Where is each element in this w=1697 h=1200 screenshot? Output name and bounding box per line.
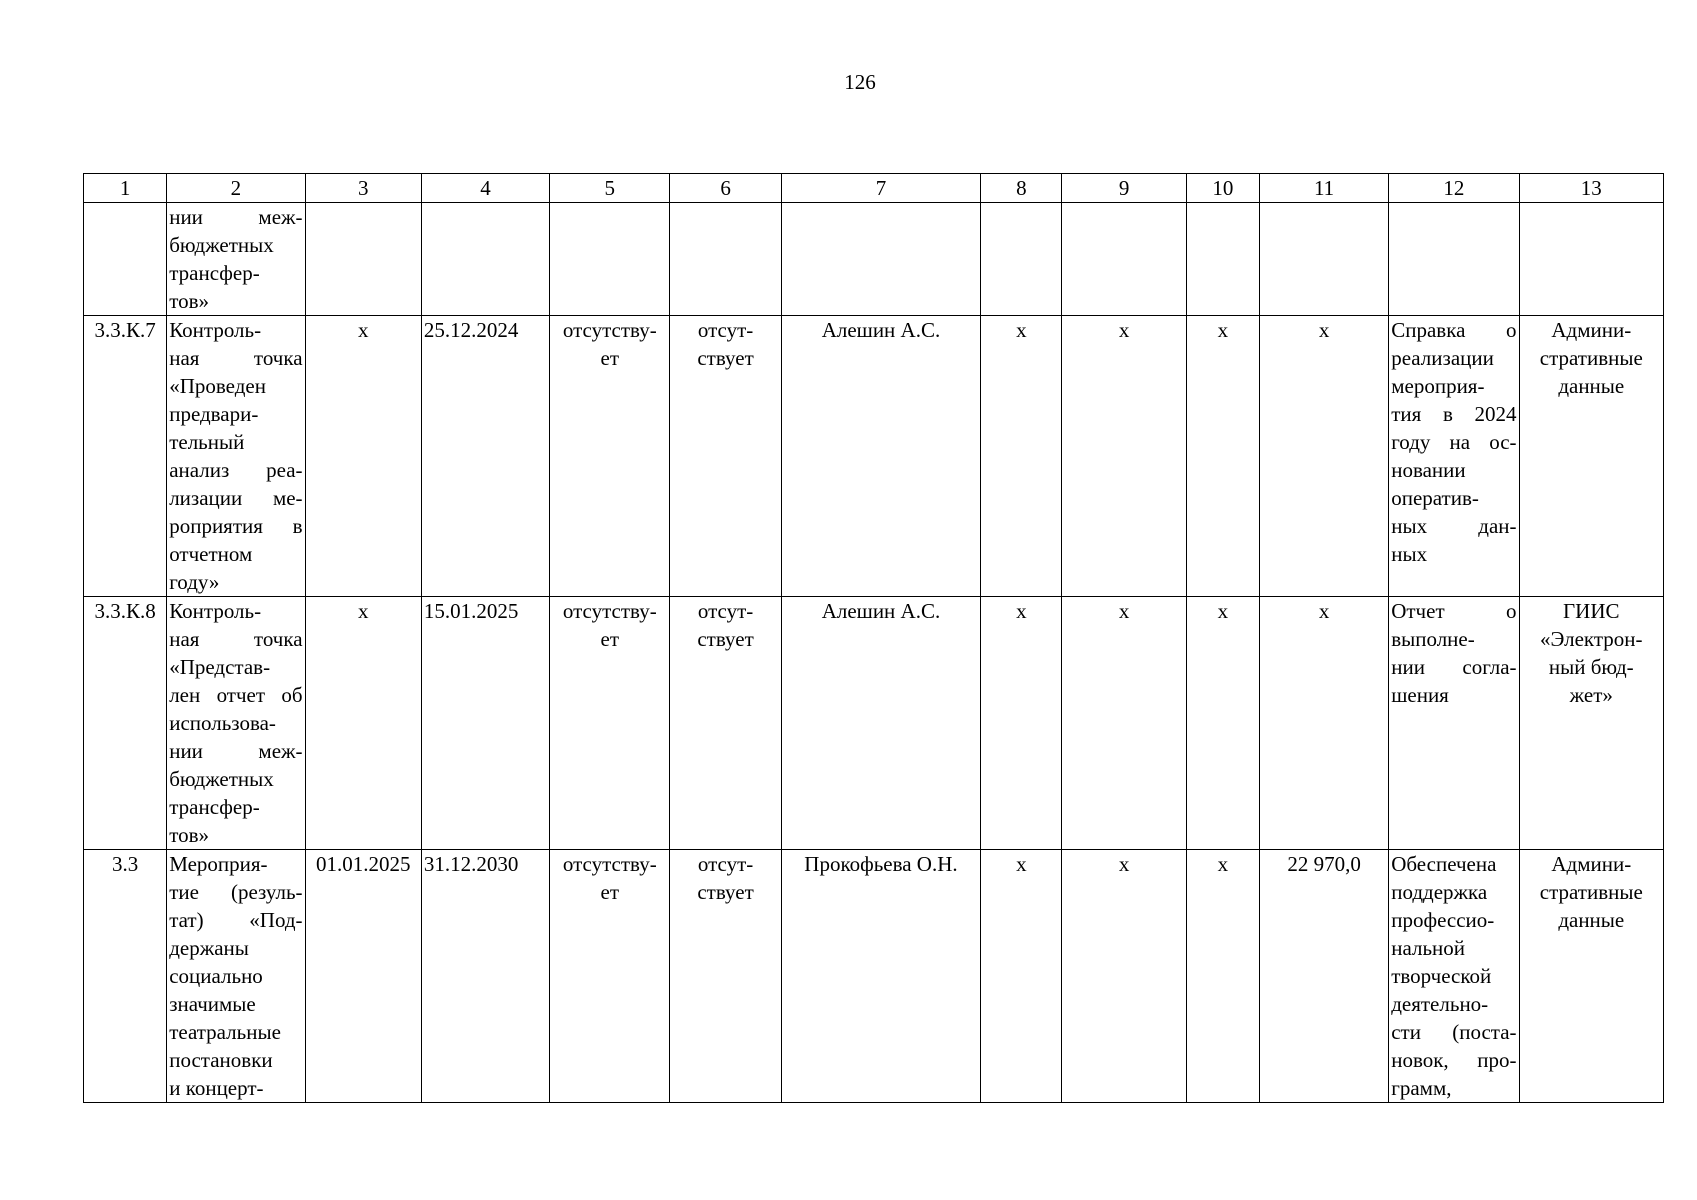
col-header: 9 [1062, 174, 1186, 203]
cell-line: отсутству- [562, 318, 657, 342]
cell-line: бюджетных [169, 233, 274, 257]
cell-line: оператив- [1391, 486, 1479, 510]
cell-line: ствует [697, 346, 754, 370]
cell-x [981, 203, 1062, 316]
cell-line: бюджетных [169, 767, 274, 791]
col-header: 10 [1186, 174, 1259, 203]
cell-line: Админи- [1551, 318, 1632, 342]
cell-number: 3.3.К.8 [84, 597, 167, 850]
cell-line: ствует [697, 627, 754, 651]
table-header-row [84, 174, 1664, 203]
cell-x: х [981, 850, 1062, 1103]
cell-name [167, 850, 305, 1103]
cell-result [1389, 203, 1519, 316]
cell-x: х [981, 597, 1062, 850]
cell-x: х [1186, 316, 1259, 597]
cell-line: ная точка [169, 346, 303, 370]
cell-line: отсут- [697, 318, 754, 342]
col-header: 5 [550, 174, 670, 203]
cell-line: значимые [169, 992, 256, 1016]
cell-result [1389, 316, 1519, 597]
cell-line: Обеспечена [1391, 852, 1497, 876]
cell-line: предвари- [169, 402, 259, 426]
cell-line: Контроль- [169, 599, 262, 623]
cell-line: жет» [1569, 683, 1613, 707]
table-row [84, 597, 1664, 850]
cell-line: Админи- [1551, 852, 1632, 876]
cell-result [1389, 597, 1519, 850]
cell-x: х [981, 316, 1062, 597]
col-header: 6 [670, 174, 781, 203]
cell-line: нии меж- [169, 739, 303, 763]
cell-line: ный бюд- [1548, 655, 1634, 679]
cell-x: х [1186, 597, 1259, 850]
cell-amount [1259, 203, 1388, 316]
cell-line: отчетном [169, 542, 253, 566]
cell-x [1062, 203, 1186, 316]
cell-start-date: 01.01.2025 [305, 850, 421, 1103]
cell-line: держаны [169, 936, 249, 960]
cell-type [670, 203, 781, 316]
cell-x: х [1062, 316, 1186, 597]
cell-line: творческой [1391, 964, 1492, 988]
cell-line: трансфер- [169, 261, 260, 285]
cell-line: новок, про- [1391, 1048, 1517, 1072]
cell-line: отсут- [697, 599, 754, 623]
cell-line: году на ос- [1391, 430, 1517, 454]
cell-line: Справка о [1391, 318, 1517, 342]
cell-line: трансфер- [169, 795, 260, 819]
col-header: 7 [781, 174, 981, 203]
cell-type [670, 597, 781, 850]
cell-line: реализации [1391, 346, 1494, 370]
cell-start-date [305, 203, 421, 316]
cell-line: ет [600, 880, 620, 904]
cell-line: тат) «Под- [169, 908, 303, 932]
col-header: 1 [84, 174, 167, 203]
cell-line: данные [1558, 908, 1625, 932]
cell-line: ных [1391, 542, 1428, 566]
cell-number: 3.3.К.7 [84, 316, 167, 597]
cell-amount: х [1259, 597, 1388, 850]
cell-line: выполне- [1391, 627, 1475, 651]
data-table [83, 173, 1664, 1103]
col-header: 4 [421, 174, 549, 203]
cell-start-date: х [305, 316, 421, 597]
cell-line: новании [1391, 458, 1466, 482]
page-number: 126 [844, 70, 876, 94]
cell-line: данные [1558, 374, 1625, 398]
cell-x: х [1062, 597, 1186, 850]
cell-line: тов» [169, 289, 210, 313]
cell-line: ет [600, 346, 620, 370]
col-header: 11 [1259, 174, 1388, 203]
cell-line: нии меж- [169, 205, 303, 229]
cell-line: отсут- [697, 852, 754, 876]
cell-amount: х [1259, 316, 1388, 597]
cell-line: «Представ- [169, 655, 271, 679]
cell-source [1519, 316, 1663, 597]
cell-line: стративные [1539, 346, 1643, 370]
cell-line: тия в 2024 [1391, 402, 1517, 426]
cell-number [84, 203, 167, 316]
cell-line: нальной [1391, 936, 1465, 960]
col-header: 12 [1389, 174, 1519, 203]
col-header: 3 [305, 174, 421, 203]
cell-line: Отчет о [1391, 599, 1517, 623]
col-header: 13 [1519, 174, 1663, 203]
col-header: 2 [167, 174, 305, 203]
cell-responsible: Алешин А.С. [781, 597, 981, 850]
cell-x: х [1186, 850, 1259, 1103]
cell-start-date: х [305, 597, 421, 850]
cell-name [167, 597, 305, 850]
cell-source [1519, 597, 1663, 850]
cell-end-date: 31.12.2030 [421, 850, 549, 1103]
cell-number: 3.3 [84, 850, 167, 1103]
cell-line: грамм, [1391, 1076, 1452, 1100]
cell-source [1519, 850, 1663, 1103]
cell-x: х [1062, 850, 1186, 1103]
cell-line: и концерт- [169, 1076, 264, 1100]
cell-end-date [421, 203, 549, 316]
cell-line: стративные [1539, 880, 1643, 904]
cell-type [670, 850, 781, 1103]
cell-line: ГИИС [1563, 599, 1620, 623]
cell-line: сти (поста- [1391, 1020, 1517, 1044]
cell-line: профессио- [1391, 908, 1495, 932]
cell-line: Контроль- [169, 318, 262, 342]
col-header: 8 [981, 174, 1062, 203]
cell-line: поддержка [1391, 880, 1488, 904]
table-row [84, 203, 1664, 316]
cell-line: ных дан- [1391, 514, 1517, 538]
cell-line: тие (резуль- [169, 880, 303, 904]
cell-source [1519, 203, 1663, 316]
cell-line: мероприя- [1391, 374, 1485, 398]
cell-line: Мероприя- [169, 852, 268, 876]
cell-line: отсутству- [562, 599, 657, 623]
table-row [84, 850, 1664, 1103]
cell-line: тов» [169, 823, 210, 847]
cell-line: ная точка [169, 627, 303, 651]
table-row [84, 316, 1664, 597]
cell-relation [550, 203, 670, 316]
cell-line: театральные [169, 1020, 281, 1044]
cell-line: тельный [169, 430, 245, 454]
cell-end-date: 15.01.2025 [421, 597, 549, 850]
cell-name [167, 316, 305, 597]
cell-relation [550, 316, 670, 597]
cell-line: лизации ме- [169, 486, 303, 510]
cell-line: анализ реа- [169, 458, 303, 482]
cell-line: нии согла- [1391, 655, 1517, 679]
cell-name [167, 203, 305, 316]
cell-line: лен отчет об [169, 683, 303, 707]
cell-line: использова- [169, 711, 276, 735]
cell-line: «Электрон- [1540, 627, 1643, 651]
cell-amount: 22 970,0 [1259, 850, 1388, 1103]
cell-line: ет [600, 627, 620, 651]
cell-x [1186, 203, 1259, 316]
cell-line: деятельно- [1391, 992, 1489, 1016]
cell-line: отсутству- [562, 852, 657, 876]
cell-line: шения [1391, 683, 1449, 707]
cell-line: году» [169, 570, 220, 594]
cell-line: постановки [169, 1048, 273, 1072]
cell-line: социально [169, 964, 263, 988]
cell-responsible: Прокофьева О.Н. [781, 850, 981, 1103]
cell-responsible [781, 203, 981, 316]
cell-end-date: 25.12.2024 [421, 316, 549, 597]
cell-relation [550, 597, 670, 850]
cell-relation [550, 850, 670, 1103]
cell-type [670, 316, 781, 597]
cell-result [1389, 850, 1519, 1103]
cell-line: ствует [697, 880, 754, 904]
cell-responsible: Алешин А.С. [781, 316, 981, 597]
cell-line: роприятия в [169, 514, 303, 538]
cell-line: «Проведен [169, 374, 266, 398]
